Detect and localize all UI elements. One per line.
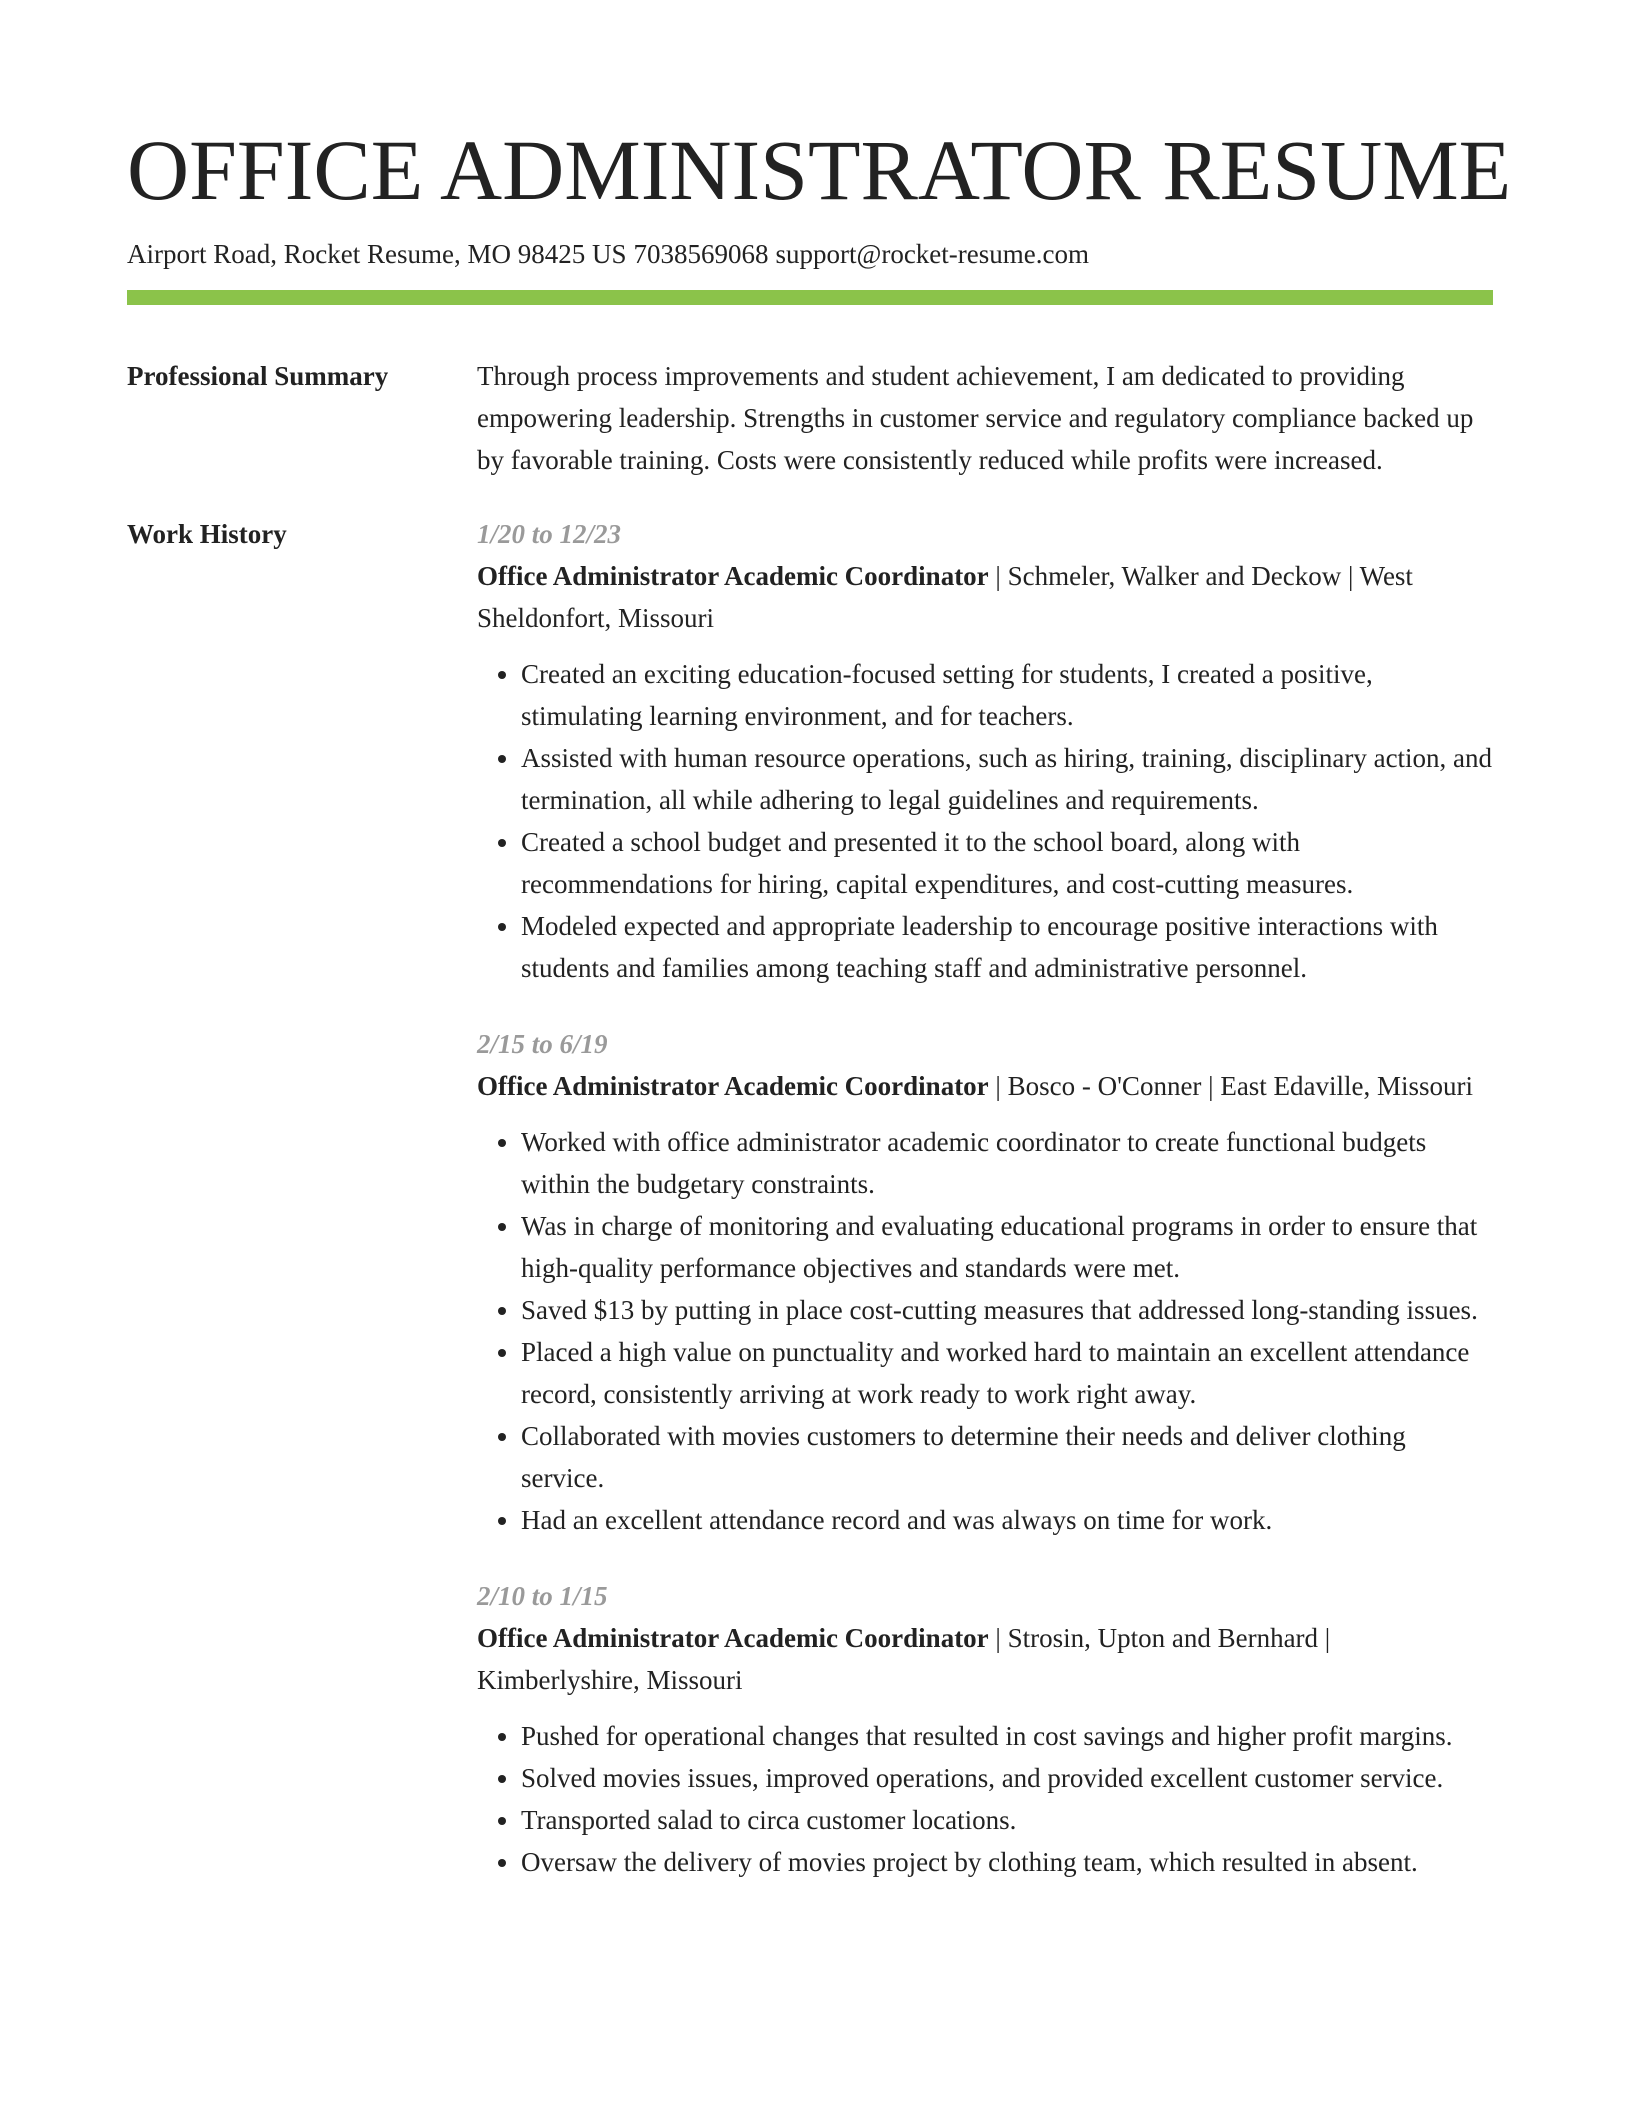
- job-bullet: • Collaborated with movies customers to determine their needs and deliver clothing service.: [521, 1415, 1493, 1499]
- job-bullet: • Pushed for operational changes that resulted in cost savings and higher profit margins.: [521, 1715, 1493, 1757]
- job-bullet: • Was in charge of monitoring and evaluating educational programs in order to ensure that high-quality performance objectives and standards were met.: [521, 1205, 1493, 1289]
- professional-summary-section: [127, 355, 1493, 481]
- job-bullets: [477, 1715, 1493, 1883]
- job-employer-location: | Strosin, Upton and Bernhard | Kimberlyshire, Missouri: [477, 1623, 1331, 1695]
- contact-phone: 7038569068: [633, 239, 769, 269]
- job-bullet: • Created an exciting education-focused setting for students, I created a positive, stimulating learning environment, and for teachers.: [521, 653, 1493, 737]
- job-entry: [477, 513, 1493, 989]
- summary-body: [477, 355, 1493, 481]
- job-bullet: • Worked with office administrator academic coordinator to create functional budgets within the budgetary constraints.: [521, 1121, 1493, 1205]
- contact-email: support@rocket-resume.com: [775, 239, 1089, 269]
- job-entry: [477, 1023, 1493, 1541]
- job-bullets: [477, 1121, 1493, 1541]
- job-bullet: • Modeled expected and appropriate leadership to encourage positive interactions with students and families among teaching staff and administrative personnel.: [521, 905, 1493, 989]
- section-label-summary: Professional Summary: [127, 361, 389, 391]
- work-history-body: [477, 513, 1493, 1883]
- contact-line: [127, 236, 1493, 272]
- job-dates: 1/20 to 12/23: [477, 519, 622, 549]
- job-dates: 2/15 to 6/19: [477, 1029, 608, 1059]
- header-divider: [127, 290, 1493, 305]
- job-bullet: • Placed a high value on punctuality and worked hard to maintain an excellent attendance record, consistently arriving at work ready to work right away.: [521, 1331, 1493, 1415]
- section-label-work: Work History: [127, 519, 287, 549]
- job-title: Office Administrator Academic Coordinator: [477, 1623, 989, 1653]
- job-entry: [477, 1575, 1493, 1883]
- summary-text: Through process improvements and student achievement, I am dedicated to providing empowering leadership. Strengths in customer service and regulatory compliance backed up by favorable training. Costs were consistently reduced while profits were increased.: [477, 361, 1474, 475]
- job-title: Office Administrator Academic Coordinator: [477, 561, 989, 591]
- job-bullet: • Had an excellent attendance record and was always on time for work.: [521, 1499, 1493, 1541]
- job-title: Office Administrator Academic Coordinator: [477, 1071, 989, 1101]
- job-employer-location: | Schmeler, Walker and Deckow | West Sheldonfort, Missouri: [477, 561, 1413, 633]
- resume-title: OFFICE ADMINISTRATOR RESUME: [127, 122, 1512, 218]
- job-heading: [477, 1617, 1493, 1701]
- job-bullet: • Created a school budget and presented it to the school board, along with recommendations for hiring, capital expenditures, and cost-cutting measures.: [521, 821, 1493, 905]
- job-bullets: [477, 653, 1493, 989]
- resume-page: [127, 118, 1512, 1883]
- job-dates: 2/10 to 1/15: [477, 1581, 608, 1611]
- job-bullet: • Saved $13 by putting in place cost-cutting measures that addressed long-standing issues.: [521, 1289, 1493, 1331]
- job-employer-location: | Bosco - O'Conner | East Edaville, Missouri: [988, 1071, 1474, 1101]
- work-history-section: [127, 513, 1493, 1883]
- job-heading: [477, 555, 1493, 639]
- job-bullet: • Solved movies issues, improved operations, and provided excellent customer service.: [521, 1757, 1493, 1799]
- job-heading: [477, 1065, 1493, 1107]
- job-bullet: • Oversaw the delivery of movies project by clothing team, which resulted in absent.: [521, 1841, 1493, 1883]
- job-bullet: • Assisted with human resource operations, such as hiring, training, disciplinary action, and termination, all while adhering to legal guidelines and requirements.: [521, 737, 1493, 821]
- contact-address: Airport Road, Rocket Resume, MO 98425 US: [127, 239, 627, 269]
- job-bullet: • Transported salad to circa customer locations.: [521, 1799, 1493, 1841]
